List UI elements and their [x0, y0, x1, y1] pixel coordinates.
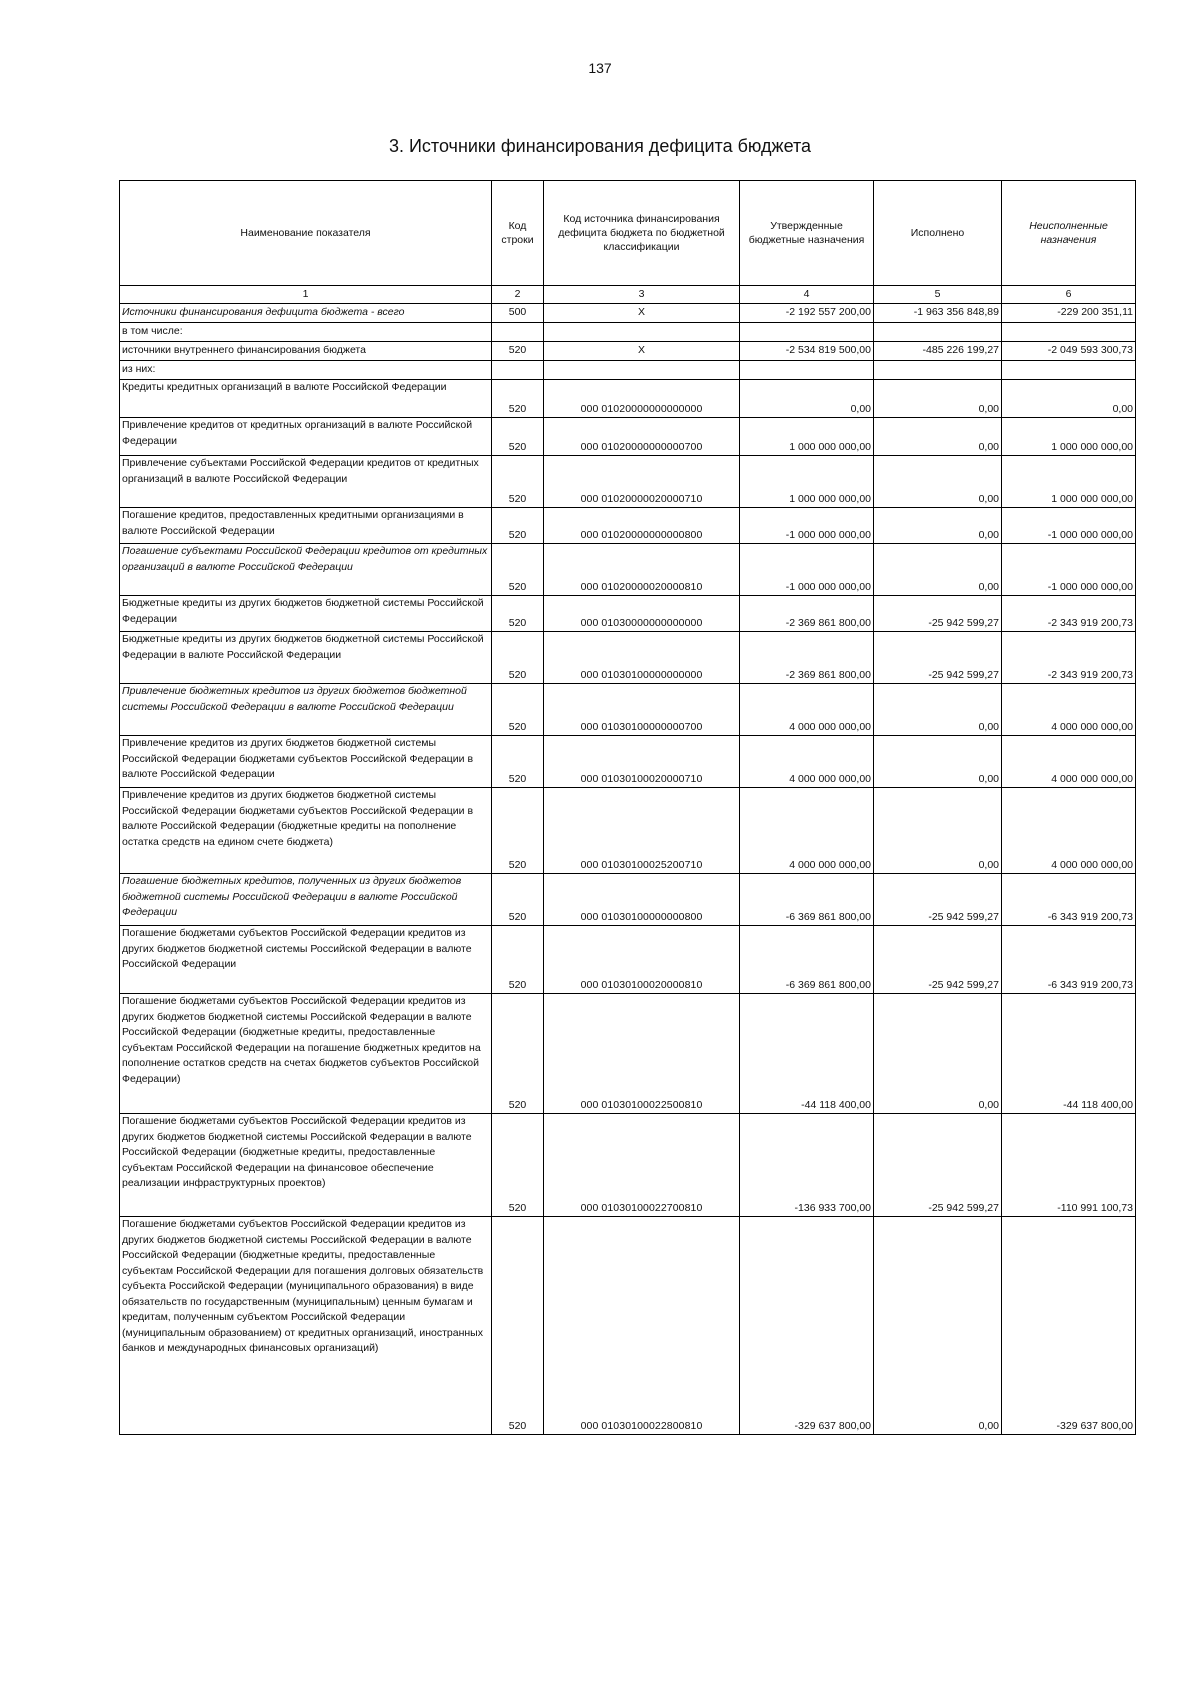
row-code: 520: [492, 418, 544, 456]
row-code: 520: [492, 544, 544, 596]
row-executed: 0,00: [874, 736, 1002, 788]
row-executed: [874, 361, 1002, 380]
row-name: Погашение бюджетных кредитов, полученных из других бюджетов бюджетной системы Российской Федерации в валюте Российской Федерации: [120, 874, 492, 926]
table-row: [120, 874, 1136, 926]
row-code: 520: [492, 1114, 544, 1217]
row-unexecuted: [1002, 361, 1136, 380]
row-code: 520: [492, 736, 544, 788]
row-executed: -25 942 599,27: [874, 926, 1002, 994]
financing-sources-table-wrapper: [119, 180, 1135, 1435]
row-name: Бюджетные кредиты из других бюджетов бюджетной системы Российской Федерации: [120, 596, 492, 632]
row-source-code: 000 01020000000000800: [544, 508, 740, 544]
row-executed: -25 942 599,27: [874, 632, 1002, 684]
row-name: Погашение бюджетами субъектов Российской Федерации кредитов из других бюджетов бюджетной системы Российской Федерации в валюте Российской Федерации (бюджетные кредиты, предоставленные субъектам Российской Федерации для погашения долговых обязательств субъекта Российской Федерации (муниципального образования) в виде обязательств по государственным (муниципальным) ценным бумагам и кредитам, полученным субъектом Российской Федерации (муниципальным образованием) от кредитных организаций, иностранных банков и международных финансовых организаций): [120, 1217, 492, 1435]
row-unexecuted: 1 000 000 000,00: [1002, 418, 1136, 456]
table-row: [120, 304, 1136, 323]
page-title: 3. Источники финансирования дефицита бюджета: [388, 136, 812, 156]
row-unexecuted: -329 637 800,00: [1002, 1217, 1136, 1435]
table-row: [120, 632, 1136, 684]
row-name: источники внутреннего финансирования бюджета: [120, 342, 492, 361]
row-code: 520: [492, 788, 544, 874]
table-row: [120, 684, 1136, 736]
row-unexecuted: -6 343 919 200,73: [1002, 874, 1136, 926]
row-source-code: X: [544, 304, 740, 323]
table-row: [120, 1217, 1136, 1435]
row-unexecuted: 4 000 000 000,00: [1002, 736, 1136, 788]
row-approved: 0,00: [740, 380, 874, 418]
row-unexecuted: [1002, 323, 1136, 342]
row-approved: -6 369 861 800,00: [740, 926, 874, 994]
row-code: 520: [492, 1217, 544, 1435]
row-unexecuted: -2 343 919 200,73: [1002, 596, 1136, 632]
table-row: [120, 418, 1136, 456]
column-number: 5: [874, 286, 1002, 304]
row-code: 520: [492, 342, 544, 361]
row-executed: 0,00: [874, 544, 1002, 596]
header-source-code: Код источника финансирования дефицита бюджета по бюджетной классификации: [544, 181, 740, 286]
row-approved: -2 192 557 200,00: [740, 304, 874, 323]
row-approved: 4 000 000 000,00: [740, 684, 874, 736]
row-approved: 4 000 000 000,00: [740, 736, 874, 788]
row-source-code: 000 01030100025200710: [544, 788, 740, 874]
table-row: [120, 380, 1136, 418]
row-source-code: 000 01030100000000000: [544, 632, 740, 684]
column-number: 4: [740, 286, 874, 304]
table-row: [120, 596, 1136, 632]
row-executed: [874, 323, 1002, 342]
row-source-code: [544, 361, 740, 380]
row-source-code: 000 01020000020000710: [544, 456, 740, 508]
row-executed: 0,00: [874, 508, 1002, 544]
row-source-code: 000 01030100022500810: [544, 994, 740, 1114]
row-source-code: 000 01030100000000700: [544, 684, 740, 736]
header-indicator-name: Наименование показателя: [120, 181, 492, 286]
table-row: [120, 323, 1136, 342]
row-unexecuted: -1 000 000 000,00: [1002, 544, 1136, 596]
header-approved: Утвержденные бюджетные назначения: [740, 181, 874, 286]
row-unexecuted: -229 200 351,11: [1002, 304, 1136, 323]
row-source-code: X: [544, 342, 740, 361]
row-executed: 0,00: [874, 456, 1002, 508]
row-approved: -136 933 700,00: [740, 1114, 874, 1217]
page-number: 137: [588, 60, 612, 76]
row-approved: -44 118 400,00: [740, 994, 874, 1114]
row-code: 520: [492, 684, 544, 736]
row-executed: -25 942 599,27: [874, 1114, 1002, 1217]
row-name: Погашение бюджетами субъектов Российской Федерации кредитов из других бюджетов бюджетной системы Российской Федерации в валюте Российской Федерации: [120, 926, 492, 994]
row-approved: [740, 361, 874, 380]
row-executed: 0,00: [874, 418, 1002, 456]
row-code: 520: [492, 456, 544, 508]
row-source-code: 000 01030100000000800: [544, 874, 740, 926]
row-code: 520: [492, 994, 544, 1114]
row-code: [492, 361, 544, 380]
row-source-code: 000 01030100022800810: [544, 1217, 740, 1435]
row-executed: 0,00: [874, 994, 1002, 1114]
row-name: Привлечение кредитов от кредитных организаций в валюте Российской Федерации: [120, 418, 492, 456]
row-source-code: 000 01030100020000710: [544, 736, 740, 788]
table-row: [120, 342, 1136, 361]
table-row: [120, 1114, 1136, 1217]
table-row: [120, 994, 1136, 1114]
row-unexecuted: -6 343 919 200,73: [1002, 926, 1136, 994]
row-name: Погашение субъектами Российской Федерации кредитов от кредитных организаций в валюте Российской Федерации: [120, 544, 492, 596]
row-source-code: 000 01020000000000700: [544, 418, 740, 456]
row-source-code: 000 01020000020000810: [544, 544, 740, 596]
table-header-row: [120, 181, 1136, 286]
row-executed: -1 963 356 848,89: [874, 304, 1002, 323]
column-number: 6: [1002, 286, 1136, 304]
row-approved: -6 369 861 800,00: [740, 874, 874, 926]
row-unexecuted: -2 049 593 300,73: [1002, 342, 1136, 361]
row-executed: -25 942 599,27: [874, 874, 1002, 926]
row-code: 520: [492, 874, 544, 926]
row-name: Бюджетные кредиты из других бюджетов бюджетной системы Российской Федерации в валюте Российской Федерации: [120, 632, 492, 684]
column-number: 2: [492, 286, 544, 304]
row-code: 520: [492, 596, 544, 632]
row-unexecuted: 1 000 000 000,00: [1002, 456, 1136, 508]
financing-sources-table: [119, 180, 1136, 1435]
row-source-code: [544, 323, 740, 342]
table-row: [120, 508, 1136, 544]
row-executed: 0,00: [874, 788, 1002, 874]
row-code: 520: [492, 926, 544, 994]
row-code: 500: [492, 304, 544, 323]
row-source-code: 000 01030100020000810: [544, 926, 740, 994]
row-name: Кредиты кредитных организаций в валюте Российской Федерации: [120, 380, 492, 418]
table-row: [120, 736, 1136, 788]
row-approved: 1 000 000 000,00: [740, 418, 874, 456]
row-approved: 4 000 000 000,00: [740, 788, 874, 874]
row-unexecuted: -2 343 919 200,73: [1002, 632, 1136, 684]
row-name: из них:: [120, 361, 492, 380]
header-executed: Исполнено: [874, 181, 1002, 286]
row-unexecuted: 0,00: [1002, 380, 1136, 418]
header-unexecuted: Неисполненные назначения: [1002, 181, 1136, 286]
row-name: Погашение бюджетами субъектов Российской Федерации кредитов из других бюджетов бюджетной системы Российской Федерации в валюте Российской Федерации (бюджетные кредиты, предоставленные субъектам Российской Федерации на финансовое обеспечение реализации инфраструктурных проектов): [120, 1114, 492, 1217]
table-row: [120, 788, 1136, 874]
row-name: Источники финансирования дефицита бюджета - всего: [120, 304, 492, 323]
table-row: [120, 926, 1136, 994]
table-row: [120, 544, 1136, 596]
row-name: Погашение бюджетами субъектов Российской Федерации кредитов из других бюджетов бюджетной системы Российской Федерации в валюте Российской Федерации (бюджетные кредиты, предоставленные субъектам Российской Федерации на погашение бюджетных кредитов на пополнение остатков средств на счетах бюджетов субъектов Российской Федерации): [120, 994, 492, 1114]
row-source-code: 000 01020000000000000: [544, 380, 740, 418]
row-approved: [740, 323, 874, 342]
row-unexecuted: -44 118 400,00: [1002, 994, 1136, 1114]
row-executed: -485 226 199,27: [874, 342, 1002, 361]
row-source-code: 000 01030100022700810: [544, 1114, 740, 1217]
row-code: 520: [492, 632, 544, 684]
row-name: в том числе:: [120, 323, 492, 342]
row-executed: -25 942 599,27: [874, 596, 1002, 632]
row-code: 520: [492, 508, 544, 544]
row-name: Привлечение бюджетных кредитов из других бюджетов бюджетной системы Российской Федерации в валюте Российской Федерации: [120, 684, 492, 736]
row-executed: 0,00: [874, 684, 1002, 736]
table-row: [120, 361, 1136, 380]
row-name: Погашение кредитов, предоставленных кредитными организациями в валюте Российской Федерации: [120, 508, 492, 544]
row-approved: -2 369 861 800,00: [740, 596, 874, 632]
row-code: 520: [492, 380, 544, 418]
row-approved: -1 000 000 000,00: [740, 508, 874, 544]
row-unexecuted: 4 000 000 000,00: [1002, 788, 1136, 874]
row-approved: -2 369 861 800,00: [740, 632, 874, 684]
table-row: [120, 456, 1136, 508]
column-number: 3: [544, 286, 740, 304]
row-name: Привлечение субъектами Российской Федерации кредитов от кредитных организаций в валюте Российской Федерации: [120, 456, 492, 508]
column-numbers-row: [120, 286, 1136, 304]
column-number: 1: [120, 286, 492, 304]
row-executed: 0,00: [874, 1217, 1002, 1435]
row-code: [492, 323, 544, 342]
row-unexecuted: -110 991 100,73: [1002, 1114, 1136, 1217]
row-approved: -2 534 819 500,00: [740, 342, 874, 361]
row-approved: -329 637 800,00: [740, 1217, 874, 1435]
row-source-code: 000 01030000000000000: [544, 596, 740, 632]
header-line-code: Код строки: [492, 181, 544, 286]
row-approved: 1 000 000 000,00: [740, 456, 874, 508]
row-approved: -1 000 000 000,00: [740, 544, 874, 596]
row-executed: 0,00: [874, 380, 1002, 418]
row-unexecuted: -1 000 000 000,00: [1002, 508, 1136, 544]
row-name: Привлечение кредитов из других бюджетов бюджетной системы Российской Федерации бюджетами субъектов Российской Федерации в валюте Российской Федерации: [120, 736, 492, 788]
row-unexecuted: 4 000 000 000,00: [1002, 684, 1136, 736]
row-name: Привлечение кредитов из других бюджетов бюджетной системы Российской Федерации бюджетами субъектов Российской Федерации в валюте Российской Федерации (бюджетные кредиты на пополнение остатка средств на едином счете бюджета): [120, 788, 492, 874]
